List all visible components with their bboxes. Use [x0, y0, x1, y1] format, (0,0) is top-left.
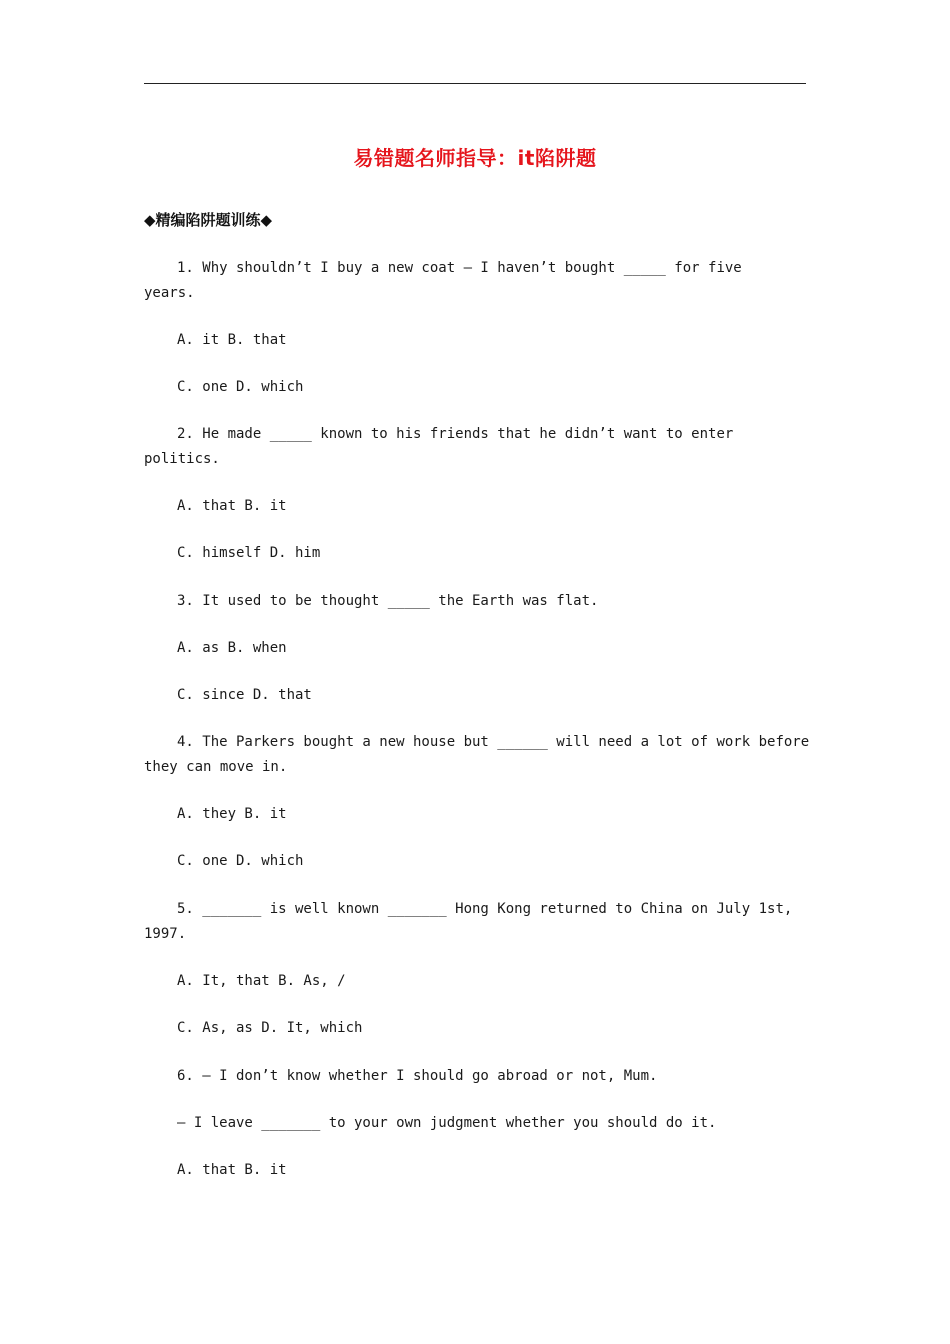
question-4-stem: 4. The Parkers bought a new house but ______ will need a lot of work before: [177, 734, 810, 750]
question-2-stem: 2. He made _____ known to his friends that he didn’t want to enter: [177, 426, 734, 442]
question-5-stem: 5. _______ is well known _______ Hong Kong returned to China on July 1st,: [177, 901, 793, 917]
page-title: 易错题名师指导：it陷阱题: [353, 146, 597, 170]
section-heading: ◆精编陷阱题训练◆: [144, 211, 273, 229]
question-2-options-ab: A. that B. it: [177, 498, 287, 514]
question-3-options-cd: C. since D. that: [177, 687, 312, 703]
question-5-stem-cont: 1997.: [144, 926, 187, 942]
question-5-options-ab: A. It, that B. As, /: [177, 973, 346, 989]
question-6-stem-reply: — I leave _______ to your own judgment whether you should do it.: [177, 1115, 717, 1131]
question-3-stem: 3. It used to be thought _____ the Earth was flat.: [177, 593, 599, 609]
question-1-stem: 1. Why shouldn’t I buy a new coat — I haven’t bought _____ for five: [177, 260, 742, 276]
question-4-stem-cont: they can move in.: [144, 759, 288, 775]
question-1-stem-cont: years.: [144, 285, 195, 301]
question-4-options-ab: A. they B. it: [177, 806, 287, 822]
header-rule: [144, 83, 806, 84]
question-6-options-ab: A. that B. it: [177, 1162, 287, 1178]
question-4-options-cd: C. one D. which: [177, 853, 304, 869]
question-1-options-cd: C. one D. which: [177, 379, 304, 395]
question-3-options-ab: A. as B. when: [177, 640, 287, 656]
question-2-stem-cont: politics.: [144, 451, 220, 467]
question-5-options-cd: C. As, as D. It, which: [177, 1020, 363, 1036]
question-2-options-cd: C. himself D. him: [177, 545, 321, 561]
question-1-options-ab: A. it B. that: [177, 332, 287, 348]
question-6-stem: 6. — I don’t know whether I should go abroad or not, Mum.: [177, 1068, 658, 1084]
